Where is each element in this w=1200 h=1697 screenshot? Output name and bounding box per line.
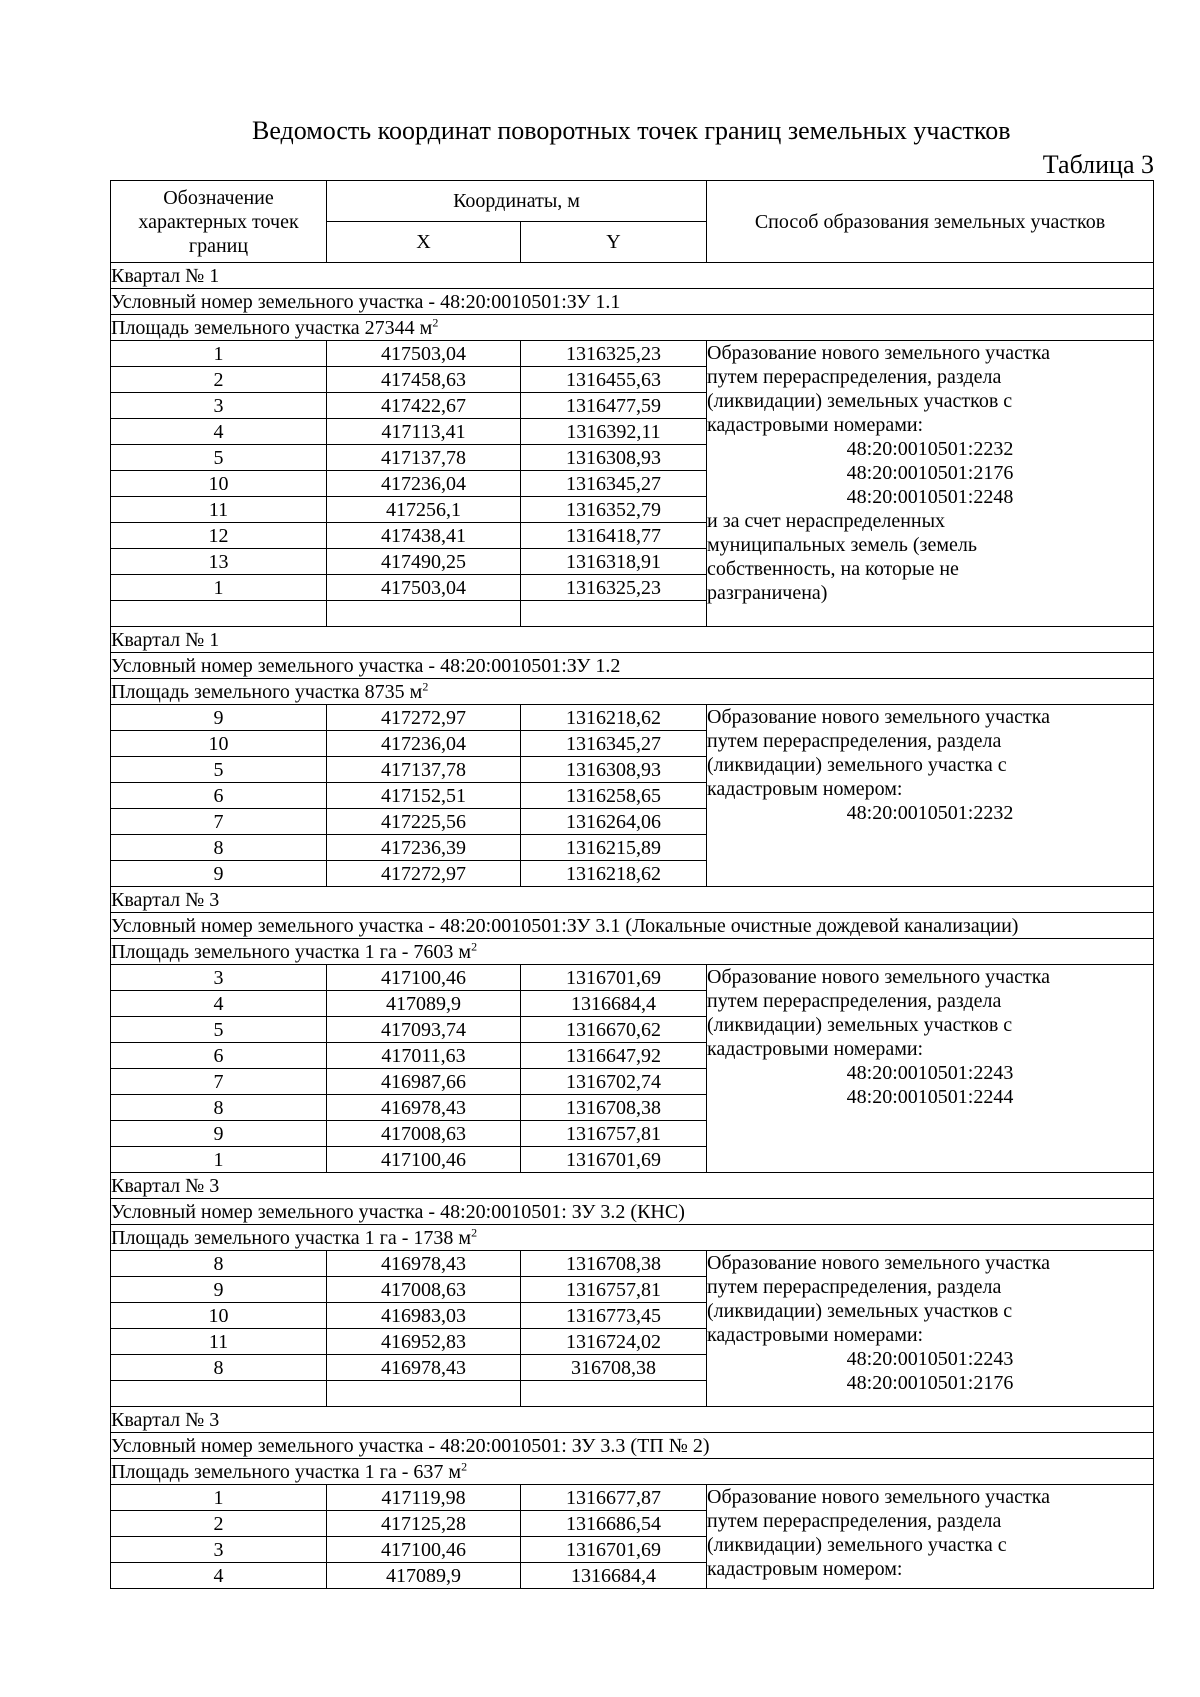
coord-x: 416978,43 (327, 1251, 521, 1277)
method-line: кадастровым номером: (707, 1558, 903, 1580)
coord-x: 416978,43 (327, 1095, 521, 1121)
point-number: 9 (111, 1277, 327, 1303)
header-formation-method: Способ образования земельных участков (707, 181, 1154, 263)
point-number: 4 (111, 419, 327, 445)
quarter-row (111, 263, 1154, 289)
coord-x: 417256,1 (327, 497, 521, 523)
point-number: 1 (111, 341, 327, 367)
cadastral-number: 48:20:0010501:2248 (846, 486, 1014, 508)
coord-y: 1316325,23 (521, 341, 707, 367)
method-line: (ликвидации) земельных участков с (707, 1014, 1013, 1036)
method-line: путем перераспределения, раздела (707, 990, 1002, 1012)
coord-y: 1316773,45 (521, 1303, 707, 1329)
method-line: кадастровыми номерами: (707, 1038, 924, 1060)
table-row (111, 1485, 1154, 1511)
parcel-area (111, 1459, 1154, 1485)
point-number: 4 (111, 991, 327, 1017)
coord-x: 417125,28 (327, 1511, 521, 1537)
coord-y: 1316215,89 (521, 835, 707, 861)
coord-x: 417490,25 (327, 549, 521, 575)
coord-x: 417272,97 (327, 705, 521, 731)
quarter-row (111, 627, 1154, 653)
point-number: 8 (111, 1355, 327, 1381)
parcel-area-text: Площадь земельного участка 27344 м (111, 316, 433, 339)
parcel-area-text: Площадь земельного участка 1 га - 7603 м (111, 940, 472, 963)
header-y: Y (521, 222, 707, 263)
coord-y: 1316702,74 (521, 1069, 707, 1095)
method-line: (ликвидации) земельного участка с (707, 754, 1007, 776)
coord-y: 1316724,02 (521, 1329, 707, 1355)
coord-y: 1316686,54 (521, 1511, 707, 1537)
method-line: собственность, на которые не (707, 558, 959, 580)
coord-y: 1316345,27 (521, 731, 707, 757)
coord-y: 1316670,62 (521, 1017, 707, 1043)
point-number: 10 (111, 1303, 327, 1329)
coord-y (521, 601, 707, 627)
point-number: 2 (111, 367, 327, 393)
coord-y: 1316258,65 (521, 783, 707, 809)
quarter-label: Квартал № 3 (111, 887, 1154, 913)
point-number: 12 (111, 523, 327, 549)
coord-y: 1316352,79 (521, 497, 707, 523)
coord-y: 1316684,4 (521, 1563, 707, 1589)
coord-x: 417100,46 (327, 1147, 521, 1173)
coord-x: 417152,51 (327, 783, 521, 809)
formation-method-text (707, 965, 1154, 1173)
point-number: 2 (111, 1511, 327, 1537)
point-number: 4 (111, 1563, 327, 1589)
quarter-label: Квартал № 3 (111, 1173, 1154, 1199)
method-line: путем перераспределения, раздела (707, 1276, 1002, 1298)
point-number: 3 (111, 1537, 327, 1563)
coord-y: 1316647,92 (521, 1043, 707, 1069)
parcel-area-text: Площадь земельного участка 8735 м (111, 680, 423, 703)
point-number: 8 (111, 835, 327, 861)
area-row (111, 679, 1154, 705)
method-line: кадастровыми номерами: (707, 414, 924, 436)
method-line: (ликвидации) земельного участка с (707, 1534, 1007, 1556)
coord-y (521, 1381, 707, 1407)
method-line: кадастровыми номерами: (707, 1324, 924, 1346)
coord-y: 1316325,23 (521, 575, 707, 601)
point-number: 9 (111, 1121, 327, 1147)
formation-method-text (707, 1485, 1154, 1589)
quarter-label: Квартал № 1 (111, 627, 1154, 653)
header-coordinates: Координаты, м (327, 181, 707, 222)
quarter-label: Квартал № 1 (111, 263, 1154, 289)
method-line: муниципальных земель (земель (707, 534, 977, 556)
coord-x: 417008,63 (327, 1277, 521, 1303)
coord-y: 316708,38 (521, 1355, 707, 1381)
area-unit-superscript: 2 (422, 678, 429, 693)
method-line: Образование нового земельного участка (707, 1486, 1051, 1508)
coord-x: 417137,78 (327, 445, 521, 471)
coord-x: 417236,04 (327, 471, 521, 497)
area-unit-superscript: 2 (461, 1458, 468, 1473)
method-line: Образование нового земельного участка (707, 706, 1051, 728)
parcel-row (111, 1199, 1154, 1225)
coord-x: 416952,83 (327, 1329, 521, 1355)
coord-y: 1316701,69 (521, 1147, 707, 1173)
cadastral-number: 48:20:0010501:2176 (846, 462, 1014, 484)
method-line: Образование нового земельного участка (707, 966, 1051, 988)
quarter-label: Квартал № 3 (111, 1407, 1154, 1433)
parcel-row (111, 289, 1154, 315)
area-unit-superscript: 2 (471, 1224, 478, 1239)
coord-x: 417093,74 (327, 1017, 521, 1043)
formation-method-text (707, 705, 1154, 887)
method-line: Образование нового земельного участка (707, 1252, 1051, 1274)
coord-y: 1316677,87 (521, 1485, 707, 1511)
coord-x: 417100,46 (327, 1537, 521, 1563)
parcel-area (111, 315, 1154, 341)
point-number: 13 (111, 549, 327, 575)
method-line: разграничена) (707, 582, 828, 604)
coord-x (327, 1381, 521, 1407)
coord-x: 417422,67 (327, 393, 521, 419)
table-row (111, 1251, 1154, 1277)
coord-x: 417137,78 (327, 757, 521, 783)
coord-x: 417119,98 (327, 1485, 521, 1511)
area-row (111, 315, 1154, 341)
coord-x: 417272,97 (327, 861, 521, 887)
parcel-number: Условный номер земельного участка - 48:20:0010501: ЗУ 3.3 (ТП № 2) (111, 1433, 1154, 1459)
coordinates-table (110, 180, 1154, 1589)
table-number: Таблица 3 (1042, 150, 1154, 179)
parcel-number: Условный номер земельного участка - 48:20:0010501:ЗУ 3.1 (Локальные очистные дождевой канализации) (111, 913, 1154, 939)
cadastral-number: 48:20:0010501:2176 (846, 1372, 1014, 1394)
point-number (111, 1381, 327, 1407)
point-number: 11 (111, 497, 327, 523)
point-number: 3 (111, 393, 327, 419)
table-row (111, 705, 1154, 731)
parcel-row (111, 913, 1154, 939)
cadastral-number: 48:20:0010501:2232 (846, 438, 1014, 460)
point-number: 3 (111, 965, 327, 991)
point-number: 8 (111, 1095, 327, 1121)
point-number: 5 (111, 1017, 327, 1043)
coord-y: 1316477,59 (521, 393, 707, 419)
point-number: 1 (111, 1147, 327, 1173)
coord-x: 417503,04 (327, 575, 521, 601)
method-line: кадастровым номером: (707, 778, 903, 800)
point-number (111, 601, 327, 627)
coord-y: 1316418,77 (521, 523, 707, 549)
cadastral-number: 48:20:0010501:2243 (846, 1062, 1014, 1084)
coord-y: 1316392,11 (521, 419, 707, 445)
area-unit-superscript: 2 (471, 938, 478, 953)
coord-x: 417458,63 (327, 367, 521, 393)
coord-x: 417236,04 (327, 731, 521, 757)
area-unit-superscript: 2 (432, 314, 439, 329)
coord-x: 417089,9 (327, 1563, 521, 1589)
parcel-number: Условный номер земельного участка - 48:20:0010501: ЗУ 3.2 (КНС) (111, 1199, 1154, 1225)
coord-y: 1316308,93 (521, 757, 707, 783)
coord-x (327, 601, 521, 627)
method-line: (ликвидации) земельных участков с (707, 390, 1013, 412)
parcel-area-text: Площадь земельного участка 1 га - 637 м (111, 1460, 462, 1483)
coord-y: 1316455,63 (521, 367, 707, 393)
parcel-area-text: Площадь земельного участка 1 га - 1738 м (111, 1226, 472, 1249)
parcel-number: Условный номер земельного участка - 48:20:0010501:ЗУ 1.1 (111, 289, 1154, 315)
coord-y: 1316757,81 (521, 1277, 707, 1303)
area-row (111, 1225, 1154, 1251)
cadastral-number: 48:20:0010501:2244 (846, 1086, 1014, 1108)
method-line: и за счет нераспределенных (707, 510, 946, 532)
method-line: путем перераспределения, раздела (707, 1510, 1002, 1532)
point-number: 6 (111, 783, 327, 809)
coord-x: 417008,63 (327, 1121, 521, 1147)
coord-x: 416978,43 (327, 1355, 521, 1381)
document-title: Ведомость координат поворотных точек границ земельных участков (252, 116, 1011, 145)
coord-x: 417503,04 (327, 341, 521, 367)
coord-y: 1316345,27 (521, 471, 707, 497)
coord-x: 417089,9 (327, 991, 521, 1017)
point-number: 10 (111, 731, 327, 757)
area-row (111, 939, 1154, 965)
coord-y: 1316708,38 (521, 1251, 707, 1277)
parcel-area (111, 1225, 1154, 1251)
point-number: 7 (111, 809, 327, 835)
coord-x: 417113,41 (327, 419, 521, 445)
coord-y: 1316684,4 (521, 991, 707, 1017)
coord-y: 1316318,91 (521, 549, 707, 575)
point-number: 7 (111, 1069, 327, 1095)
point-number: 6 (111, 1043, 327, 1069)
point-number: 10 (111, 471, 327, 497)
method-line: путем перераспределения, раздела (707, 730, 1002, 752)
coord-y: 1316701,69 (521, 1537, 707, 1563)
coord-y: 1316701,69 (521, 965, 707, 991)
method-line: (ликвидации) земельных участков с (707, 1300, 1013, 1322)
point-number: 5 (111, 757, 327, 783)
coord-y: 1316218,62 (521, 861, 707, 887)
coord-y: 1316264,06 (521, 809, 707, 835)
parcel-area (111, 939, 1154, 965)
header-row (111, 181, 1154, 222)
parcel-area (111, 679, 1154, 705)
coord-x: 416987,66 (327, 1069, 521, 1095)
formation-method-text (707, 1251, 1154, 1407)
coord-y: 1316218,62 (521, 705, 707, 731)
point-number: 1 (111, 1485, 327, 1511)
coord-y: 1316308,93 (521, 445, 707, 471)
quarter-row (111, 1173, 1154, 1199)
point-number: 11 (111, 1329, 327, 1355)
coord-x: 417011,63 (327, 1043, 521, 1069)
header-point-designation: Обозначение характерных точек границ (111, 181, 327, 263)
point-number: 5 (111, 445, 327, 471)
method-line: путем перераспределения, раздела (707, 366, 1002, 388)
area-row (111, 1459, 1154, 1485)
point-number: 1 (111, 575, 327, 601)
formation-method-text (707, 341, 1154, 627)
coord-x: 417100,46 (327, 965, 521, 991)
coord-y: 1316757,81 (521, 1121, 707, 1147)
coord-x: 417236,39 (327, 835, 521, 861)
point-number: 9 (111, 861, 327, 887)
method-line: Образование нового земельного участка (707, 342, 1051, 364)
table-row (111, 341, 1154, 367)
table-row (111, 965, 1154, 991)
coord-x: 416983,03 (327, 1303, 521, 1329)
parcel-row (111, 1433, 1154, 1459)
coord-x: 417225,56 (327, 809, 521, 835)
parcel-row (111, 653, 1154, 679)
header-x: X (327, 222, 521, 263)
quarter-row (111, 887, 1154, 913)
point-number: 9 (111, 705, 327, 731)
coord-y: 1316708,38 (521, 1095, 707, 1121)
quarter-row (111, 1407, 1154, 1433)
point-number: 8 (111, 1251, 327, 1277)
cadastral-number: 48:20:0010501:2243 (846, 1348, 1014, 1370)
coord-x: 417438,41 (327, 523, 521, 549)
parcel-number: Условный номер земельного участка - 48:20:0010501:ЗУ 1.2 (111, 653, 1154, 679)
cadastral-number: 48:20:0010501:2232 (846, 802, 1014, 824)
